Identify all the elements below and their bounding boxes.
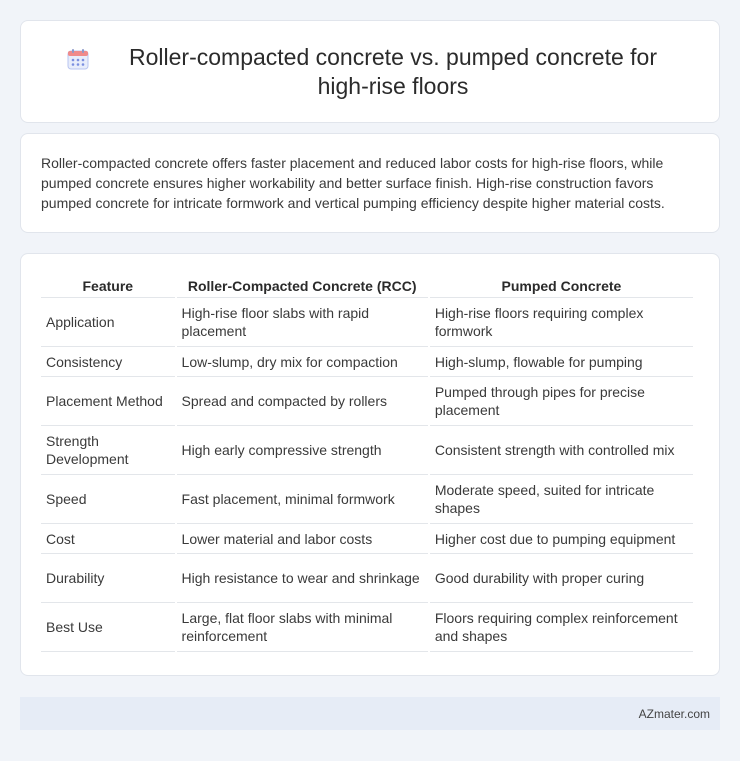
title-card xyxy=(20,20,720,123)
feature-cell: Application xyxy=(41,298,175,347)
table-row xyxy=(41,426,693,475)
page-title: Roller-compacted concrete vs. pumped concrete for high-rise floors xyxy=(129,43,657,99)
feature-cell: Strength Development xyxy=(41,426,175,475)
rcc-cell: High early compressive strength xyxy=(177,426,428,475)
feature-cell: Best Use xyxy=(41,603,175,652)
table-row xyxy=(41,377,693,426)
header-pumped: Pumped Concrete xyxy=(430,274,693,298)
table-row xyxy=(41,347,693,377)
pumped-cell: Higher cost due to pumping equipment xyxy=(430,524,693,554)
table-row xyxy=(41,524,693,554)
pumped-cell: Moderate speed, suited for intricate shapes xyxy=(430,475,693,524)
rcc-cell: Fast placement, minimal formwork xyxy=(177,475,428,524)
table-row xyxy=(41,554,693,603)
pumped-cell: High-slump, flowable for pumping xyxy=(430,347,693,377)
summary-card xyxy=(20,133,720,233)
feature-cell: Speed xyxy=(41,475,175,524)
feature-cell: Durability xyxy=(41,554,175,603)
rcc-cell: Lower material and labor costs xyxy=(177,524,428,554)
feature-cell: Consistency xyxy=(41,347,175,377)
table-header-row xyxy=(41,274,693,298)
comparison-table xyxy=(39,274,695,652)
footer-source: AZmater.com xyxy=(638,706,710,721)
footer xyxy=(20,697,720,730)
feature-cell: Placement Method xyxy=(41,377,175,426)
comparison-table-card xyxy=(20,253,720,676)
pumped-cell: Good durability with proper curing xyxy=(430,554,693,603)
pumped-cell: Consistent strength with controlled mix xyxy=(430,426,693,475)
pumped-cell: Floors requiring complex reinforcement and shapes xyxy=(430,603,693,652)
summary-text: Roller-compacted concrete offers faster placement and reduced labor costs for high-rise floors, while pumped concrete ensures higher workability and better surface finish. High-rise construction favors pumped concrete for intricate formwork and vertical pumping efficiency despite higher material costs. xyxy=(41,155,665,211)
feature-cell: Cost xyxy=(41,524,175,554)
table-row xyxy=(41,298,693,347)
table-row xyxy=(41,603,693,652)
pumped-cell: High-rise floors requiring complex formwork xyxy=(430,298,693,347)
pumped-cell: Pumped through pipes for precise placement xyxy=(430,377,693,426)
header-feature: Feature xyxy=(41,274,175,298)
rcc-cell: Low-slump, dry mix for compaction xyxy=(177,347,428,377)
title-wrap xyxy=(50,43,690,101)
rcc-cell: Large, flat floor slabs with minimal reinforcement xyxy=(177,603,428,652)
rcc-cell: High resistance to wear and shrinkage xyxy=(177,554,428,603)
rcc-cell: High-rise floor slabs with rapid placement xyxy=(177,298,428,347)
calendar-icon xyxy=(67,48,89,70)
rcc-cell: Spread and compacted by rollers xyxy=(177,377,428,426)
header-rcc: Roller-Compacted Concrete (RCC) xyxy=(177,274,428,298)
table-row xyxy=(41,475,693,524)
